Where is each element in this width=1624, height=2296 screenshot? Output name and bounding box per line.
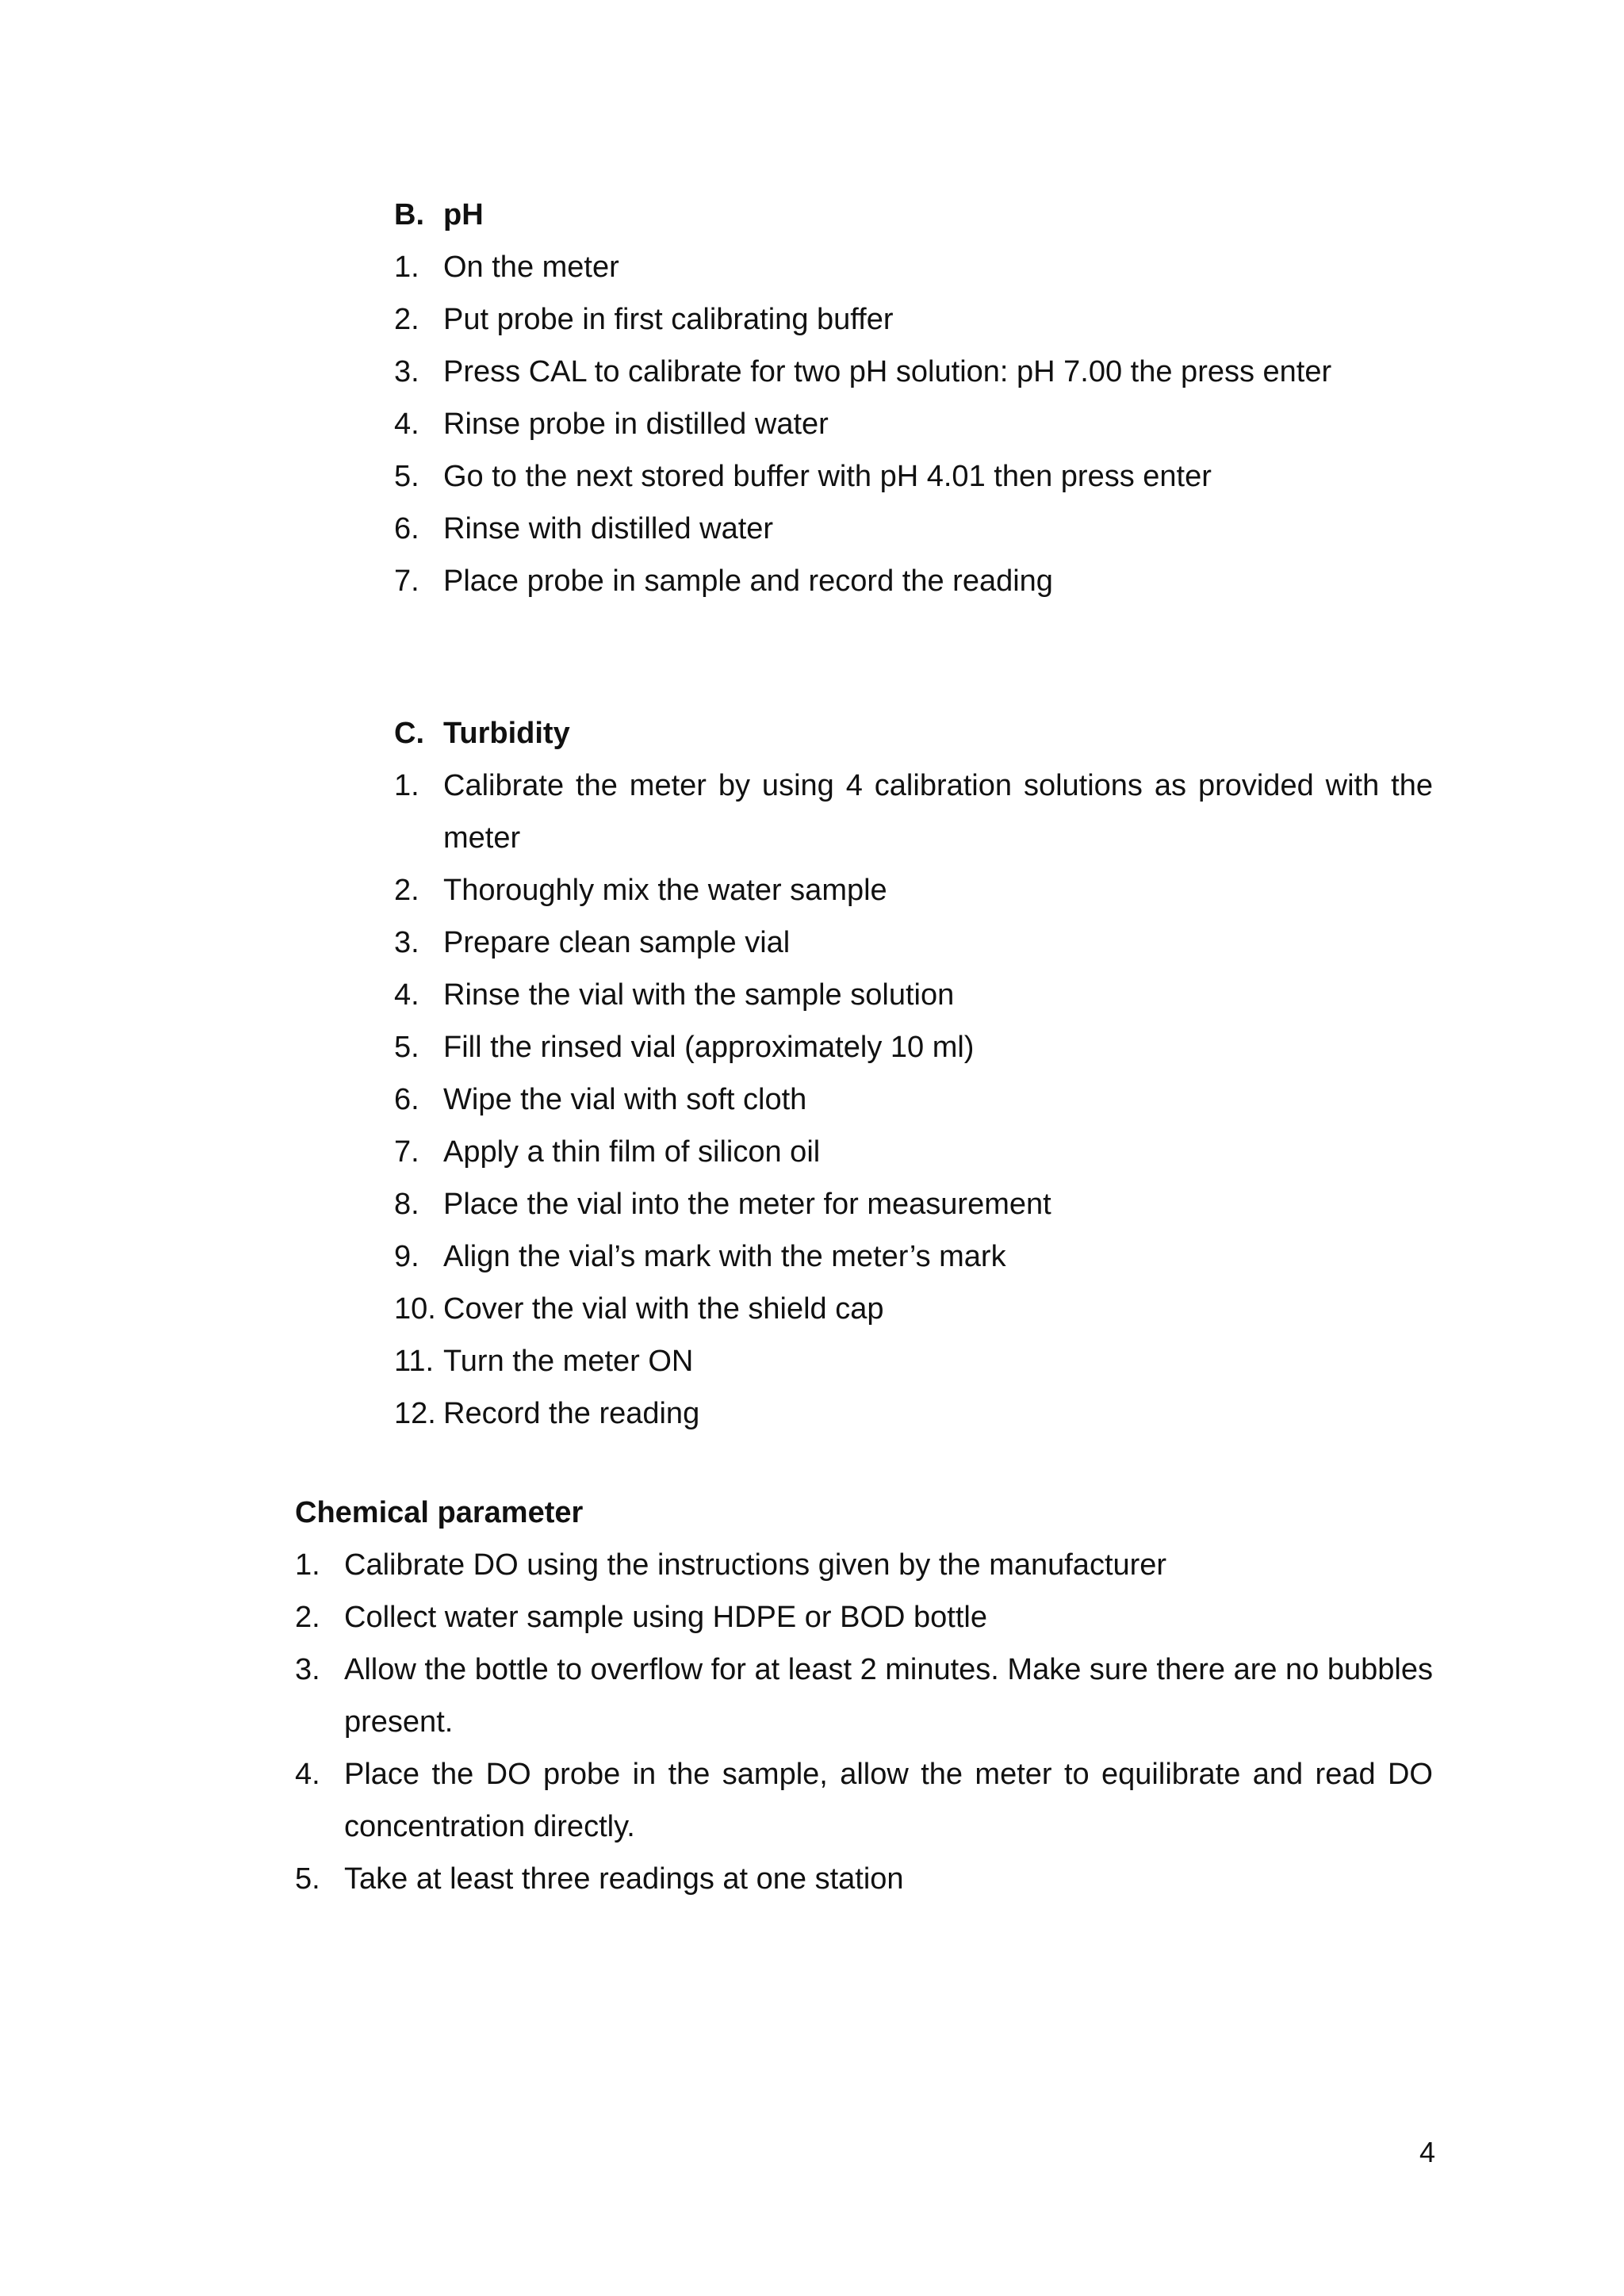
step-text: Take at least three readings at one station	[344, 1862, 904, 1896]
list-item	[394, 864, 1433, 916]
list-item	[295, 1644, 1433, 1748]
step-number: 1.	[295, 1548, 320, 1582]
step-text: Rinse probe in distilled water	[443, 408, 829, 441]
list-item	[394, 760, 1433, 864]
list-item	[394, 1335, 1433, 1387]
step-text: Place probe in sample and record the reading	[443, 564, 1053, 598]
step-number: 2.	[295, 1601, 320, 1634]
step-number: 5.	[394, 460, 419, 493]
step-number: 4.	[394, 978, 419, 1012]
step-number: 5.	[295, 1862, 320, 1896]
step-number: 11.	[394, 1345, 435, 1378]
step-number: 4.	[295, 1758, 320, 1791]
list-item	[394, 1021, 1433, 1073]
step-text: Calibrate the meter by using 4 calibration solutions as provided with the meter	[443, 769, 1433, 855]
step-number: 12.	[394, 1397, 436, 1430]
step-number: 2.	[394, 303, 419, 336]
step-text: Rinse with distilled water	[443, 512, 774, 545]
step-number: 3.	[394, 926, 419, 959]
section-heading-chemical: Chemical parameter	[295, 1496, 584, 1529]
list-item	[394, 916, 1433, 969]
list-item	[394, 1178, 1433, 1230]
step-text: Press CAL to calibrate for two pH solution: pH 7.00 the press enter	[443, 355, 1332, 388]
list-item	[295, 1591, 1433, 1644]
steps-list-turbidity	[394, 760, 1433, 1440]
section-ph	[394, 189, 1433, 607]
step-number: 10.	[394, 1292, 436, 1326]
step-number: 4.	[394, 408, 419, 441]
list-item	[295, 1853, 1433, 1905]
list-item	[394, 1126, 1433, 1178]
step-text: Wipe the vial with soft cloth	[443, 1083, 807, 1116]
step-text: Calibrate DO using the instructions given by the manufacturer	[344, 1548, 1167, 1582]
section-letter: C.	[394, 717, 424, 750]
step-text: Align the vial’s mark with the meter’s mark	[443, 1240, 1006, 1273]
list-item	[394, 346, 1433, 398]
section-title: Turbidity	[443, 717, 570, 750]
list-item	[394, 241, 1433, 293]
list-item	[394, 555, 1433, 607]
step-text: Turn the meter ON	[443, 1345, 694, 1378]
step-text: Prepare clean sample vial	[443, 926, 791, 959]
step-number: 8.	[394, 1188, 419, 1221]
step-text: On the meter	[443, 251, 619, 284]
list-item	[394, 398, 1433, 450]
step-number: 9.	[394, 1240, 419, 1273]
step-number: 1.	[394, 251, 419, 284]
list-item	[295, 1539, 1433, 1591]
step-number: 7.	[394, 1135, 419, 1169]
list-item	[394, 1387, 1433, 1440]
step-text: Place the vial into the meter for measurement	[443, 1188, 1051, 1221]
list-item	[394, 293, 1433, 346]
step-text: Record the reading	[443, 1397, 700, 1430]
step-text: Thoroughly mix the water sample	[443, 874, 887, 907]
step-number: 5.	[394, 1031, 419, 1064]
step-number: 3.	[295, 1653, 320, 1686]
section-heading-turbidity	[394, 707, 1433, 760]
step-text: Cover the vial with the shield cap	[443, 1292, 884, 1326]
step-number: 7.	[394, 564, 419, 598]
step-text: Put probe in first calibrating buffer	[443, 303, 894, 336]
list-item	[394, 969, 1433, 1021]
step-text: Fill the rinsed vial (approximately 10 ml)	[443, 1031, 975, 1064]
section-turbidity	[394, 707, 1433, 1440]
section-title: pH	[443, 198, 484, 232]
step-text: Collect water sample using HDPE or BOD bottle	[344, 1601, 987, 1634]
step-text: Place the DO probe in the sample, allow the meter to equilibrate and read DO concentration directly.	[344, 1758, 1433, 1843]
page-number: 4	[1419, 2136, 1435, 2168]
step-number: 1.	[394, 769, 419, 802]
step-number: 6.	[394, 512, 419, 545]
list-item	[295, 1748, 1433, 1853]
step-number: 6.	[394, 1083, 419, 1116]
steps-list-ph	[394, 241, 1433, 607]
step-text: Rinse the vial with the sample solution	[443, 978, 955, 1012]
list-item	[394, 1230, 1433, 1283]
steps-list-chemical	[295, 1539, 1433, 1905]
list-item	[394, 503, 1433, 555]
step-number: 3.	[394, 355, 419, 388]
list-item	[394, 1073, 1433, 1126]
section-chemical-parameter	[295, 1487, 1433, 1905]
list-item	[394, 450, 1433, 503]
section-heading-ph	[394, 189, 1433, 241]
step-text: Apply a thin film of silicon oil	[443, 1135, 821, 1169]
step-text: Go to the next stored buffer with pH 4.01 then press enter	[443, 460, 1212, 493]
step-text: Allow the bottle to overflow for at least 2 minutes. Make sure there are no bubbles present.	[344, 1653, 1433, 1739]
list-item	[394, 1283, 1433, 1335]
section-letter: B.	[394, 198, 424, 232]
step-number: 2.	[394, 874, 419, 907]
